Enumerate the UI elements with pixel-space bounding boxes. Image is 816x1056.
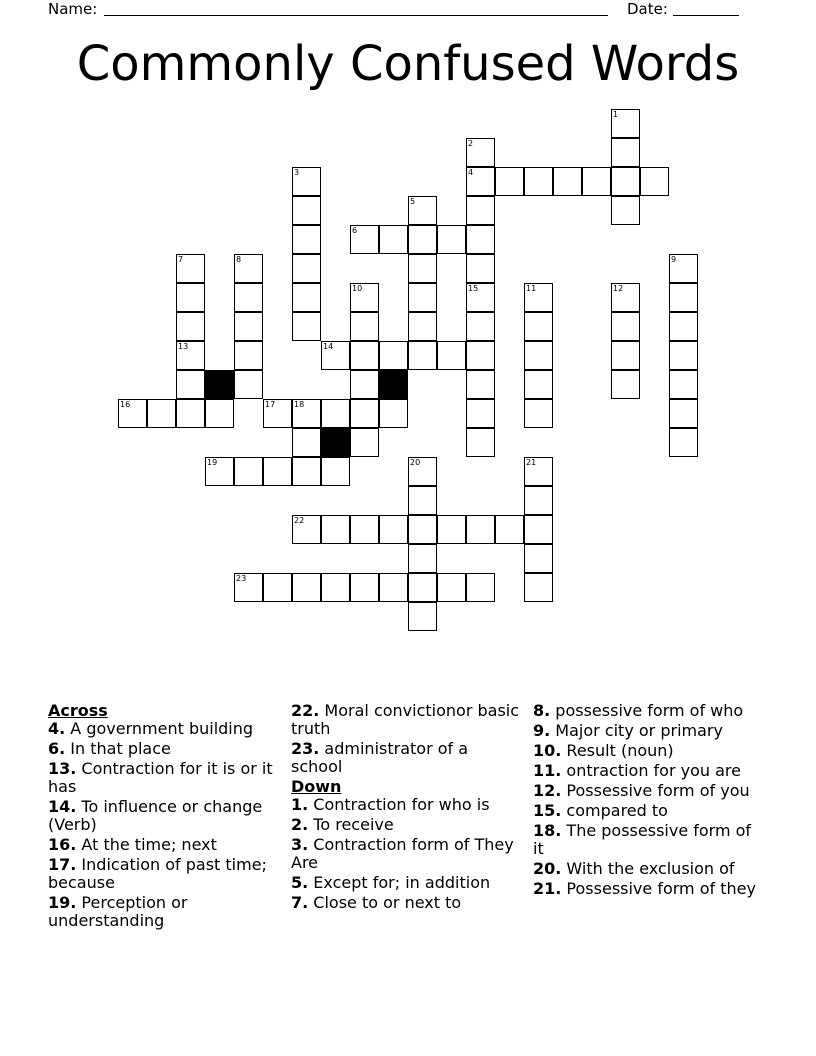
grid-cell[interactable] — [350, 573, 379, 602]
grid-cell[interactable] — [611, 196, 640, 225]
grid-cell[interactable] — [408, 573, 437, 602]
grid-cell[interactable] — [408, 602, 437, 631]
clue-text: administrator of a school — [291, 739, 469, 776]
clue-number: 8. — [533, 701, 551, 720]
clue-number: 17 — [265, 400, 276, 409]
clue-text: Perception or understanding — [48, 893, 188, 930]
clue — [291, 740, 519, 776]
clue-text: To receive — [308, 815, 394, 834]
grid-cell[interactable] — [524, 312, 553, 341]
grid-cell[interactable] — [205, 457, 234, 486]
clue-text: possessive form of who — [550, 701, 744, 720]
grid-cell[interactable] — [408, 196, 437, 225]
grid-cell[interactable] — [466, 283, 495, 312]
grid-cell[interactable] — [292, 515, 321, 544]
grid-cell[interactable] — [524, 167, 553, 196]
grid-cell[interactable] — [524, 283, 553, 312]
clues-column-3 — [533, 702, 765, 900]
clue-number: 21. — [533, 879, 562, 898]
clue-text: Result (noun) — [561, 741, 674, 760]
clue-number: 9 — [671, 255, 677, 264]
grid-cell[interactable] — [292, 167, 321, 196]
clue-number: 5 — [410, 197, 416, 206]
clue-text: The possessive form of it — [533, 821, 752, 858]
grid-cell[interactable] — [234, 370, 263, 399]
clue — [533, 742, 765, 760]
clue-number: 9. — [533, 721, 551, 740]
clue-text: Possessive form of they — [561, 879, 756, 898]
grid-cell[interactable] — [611, 167, 640, 196]
clue — [48, 740, 280, 758]
grid-cell[interactable] — [350, 515, 379, 544]
grid-cell[interactable] — [234, 341, 263, 370]
clue — [48, 760, 280, 796]
grid-cell[interactable] — [176, 312, 205, 341]
black-square — [205, 370, 234, 399]
grid-cell[interactable] — [408, 283, 437, 312]
clue — [48, 798, 280, 834]
clue-number: 4. — [48, 719, 66, 738]
grid-cell[interactable] — [524, 370, 553, 399]
clue-text: Major city or primary — [550, 721, 723, 740]
clue-number: 19. — [48, 893, 77, 912]
grid-cell[interactable] — [466, 254, 495, 283]
grid-cell[interactable] — [466, 196, 495, 225]
clue-text: Close to or next to — [308, 893, 462, 912]
grid-cell[interactable] — [437, 225, 466, 254]
clue-number: 21 — [526, 458, 537, 467]
grid-cell[interactable] — [350, 225, 379, 254]
grid-cell[interactable] — [437, 573, 466, 602]
clue — [291, 836, 519, 872]
grid-cell[interactable] — [263, 573, 292, 602]
grid-cell[interactable] — [234, 254, 263, 283]
grid-cell[interactable] — [263, 457, 292, 486]
grid-cell[interactable] — [408, 486, 437, 515]
grid-cell[interactable] — [321, 457, 350, 486]
grid-cell[interactable] — [292, 457, 321, 486]
grid-cell[interactable] — [350, 370, 379, 399]
clue — [291, 816, 519, 834]
clue-number: 13. — [48, 759, 77, 778]
grid-cell[interactable] — [466, 138, 495, 167]
clue — [533, 762, 765, 780]
clue-number: 14 — [323, 342, 334, 351]
grid-cell[interactable] — [292, 312, 321, 341]
grid-cell[interactable] — [611, 312, 640, 341]
grid-cell[interactable] — [234, 457, 263, 486]
grid-cell[interactable] — [350, 399, 379, 428]
grid-cell[interactable] — [263, 399, 292, 428]
clue — [48, 836, 280, 854]
clue-number: 10 — [352, 284, 363, 293]
grid-cell[interactable] — [176, 341, 205, 370]
clue-text: With the exclusion of — [561, 859, 735, 878]
grid-cell[interactable] — [379, 515, 408, 544]
grid-cell[interactable] — [437, 341, 466, 370]
grid-cell[interactable] — [118, 399, 147, 428]
clue-number: 3 — [294, 168, 300, 177]
grid-cell[interactable] — [321, 399, 350, 428]
grid-cell[interactable] — [495, 167, 524, 196]
grid-cell[interactable] — [408, 544, 437, 573]
grid-cell[interactable] — [408, 457, 437, 486]
grid-cell[interactable] — [466, 341, 495, 370]
grid-cell[interactable] — [669, 254, 698, 283]
clue-number: 18 — [294, 400, 305, 409]
grid-cell[interactable] — [176, 254, 205, 283]
clue-number: 4 — [468, 168, 474, 177]
clue-text: Contraction for it is or it has — [48, 759, 273, 796]
grid-cell[interactable] — [466, 312, 495, 341]
clue-text: Contraction form of They Are — [291, 835, 514, 872]
grid-cell[interactable] — [466, 225, 495, 254]
grid-cell[interactable] — [524, 399, 553, 428]
clue-number: 10. — [533, 741, 562, 760]
grid-cell[interactable] — [234, 573, 263, 602]
clues-column-1 — [48, 702, 280, 932]
grid-cell[interactable] — [321, 515, 350, 544]
black-square — [379, 370, 408, 399]
clue-number: 22. — [291, 701, 320, 720]
grid-cell[interactable] — [350, 312, 379, 341]
grid-cell[interactable] — [611, 283, 640, 312]
grid-cell[interactable] — [669, 283, 698, 312]
clue — [533, 822, 765, 858]
down-clue-list — [291, 796, 519, 912]
grid-cell[interactable] — [524, 486, 553, 515]
grid-cell[interactable] — [292, 573, 321, 602]
grid-cell[interactable] — [611, 370, 640, 399]
clue-number: 19 — [207, 458, 218, 467]
grid-cell[interactable] — [379, 341, 408, 370]
grid-cell[interactable] — [379, 573, 408, 602]
grid-cell[interactable] — [176, 283, 205, 312]
clue-text: compared to — [561, 801, 668, 820]
clue — [291, 796, 519, 814]
clue-number: 16. — [48, 835, 77, 854]
clue-number: 20. — [533, 859, 562, 878]
clue — [291, 874, 519, 892]
clue-number: 23 — [236, 574, 247, 583]
grid-cell[interactable] — [408, 515, 437, 544]
clue — [48, 894, 280, 930]
clue-number: 12 — [613, 284, 624, 293]
grid-cell[interactable] — [466, 370, 495, 399]
clue-text: In that place — [65, 739, 171, 758]
grid-cell[interactable] — [466, 573, 495, 602]
grid-cell[interactable] — [408, 254, 437, 283]
grid-cell[interactable] — [408, 341, 437, 370]
grid-cell[interactable] — [234, 283, 263, 312]
down-clue-list-continued — [533, 702, 765, 898]
clue-number: 1 — [613, 110, 619, 119]
grid-cell[interactable] — [524, 515, 553, 544]
clue-number: 7. — [291, 893, 309, 912]
grid-cell[interactable] — [437, 515, 466, 544]
grid-cell[interactable] — [582, 167, 611, 196]
grid-cell[interactable] — [669, 370, 698, 399]
clue-number: 1. — [291, 795, 309, 814]
clue-number: 5. — [291, 873, 309, 892]
grid-cell[interactable] — [524, 573, 553, 602]
grid-cell[interactable] — [611, 341, 640, 370]
grid-cell[interactable] — [669, 399, 698, 428]
name-label: Name: — [48, 0, 98, 18]
clue-text: A government building — [65, 719, 254, 738]
grid-cell[interactable] — [292, 428, 321, 457]
clue-text: Possessive form of you — [561, 781, 750, 800]
across-clue-list-continued — [291, 702, 519, 776]
grid-cell[interactable] — [205, 399, 234, 428]
across-clue-list — [48, 720, 280, 930]
clue — [291, 702, 519, 738]
black-square — [321, 428, 350, 457]
grid-cell[interactable] — [292, 225, 321, 254]
clue — [533, 782, 765, 800]
clue — [291, 894, 519, 912]
grid-cell[interactable] — [350, 428, 379, 457]
grid-cell[interactable] — [350, 283, 379, 312]
clue-text: Moral convictionor basic truth — [291, 701, 520, 738]
clue-number: 3. — [291, 835, 309, 854]
grid-cell[interactable] — [524, 341, 553, 370]
clue-text: Contraction for who is — [308, 795, 490, 814]
clue-number: 20 — [410, 458, 421, 467]
grid-cell[interactable] — [466, 515, 495, 544]
clue-text: ontraction for you are — [561, 761, 741, 780]
grid-cell[interactable] — [669, 312, 698, 341]
grid-cell[interactable] — [466, 399, 495, 428]
clue-number: 22 — [294, 516, 305, 525]
clue-number: 11. — [533, 761, 562, 780]
clue-number: 6 — [352, 226, 358, 235]
clue-text: At the time; next — [76, 835, 217, 854]
grid-cell[interactable] — [292, 283, 321, 312]
clue — [533, 722, 765, 740]
grid-cell[interactable] — [176, 399, 205, 428]
grid-cell[interactable] — [292, 399, 321, 428]
grid-cell[interactable] — [611, 138, 640, 167]
clue-number: 15. — [533, 801, 562, 820]
clue-text: Indication of past time; because — [48, 855, 267, 892]
grid-cell[interactable] — [669, 428, 698, 457]
grid-cell[interactable] — [147, 399, 176, 428]
clue — [533, 802, 765, 820]
clue-number: 2 — [468, 139, 474, 148]
grid-cell[interactable] — [350, 341, 379, 370]
clue-number: 12. — [533, 781, 562, 800]
clue — [533, 860, 765, 878]
grid-cell[interactable] — [321, 573, 350, 602]
grid-cell[interactable] — [466, 428, 495, 457]
clue-number: 8 — [236, 255, 242, 264]
grid-cell[interactable] — [321, 341, 350, 370]
grid-cell[interactable] — [524, 544, 553, 573]
clue-number: 13 — [178, 342, 189, 351]
clue-number: 2. — [291, 815, 309, 834]
grid-cell[interactable] — [292, 254, 321, 283]
clue-number: 23. — [291, 739, 320, 758]
across-heading: Across — [48, 701, 108, 720]
clue-number: 18. — [533, 821, 562, 840]
grid-cell[interactable] — [524, 457, 553, 486]
clue-number: 11 — [526, 284, 537, 293]
clues-column-2 — [291, 702, 519, 914]
clue-number: 6. — [48, 739, 66, 758]
clue — [48, 856, 280, 892]
grid-cell[interactable] — [408, 225, 437, 254]
down-heading: Down — [291, 777, 342, 796]
grid-cell[interactable] — [466, 167, 495, 196]
date-label: Date: — [627, 0, 668, 18]
clue-number: 15 — [468, 284, 479, 293]
grid-cell[interactable] — [611, 109, 640, 138]
clue-number: 16 — [120, 400, 131, 409]
grid-cell[interactable] — [379, 225, 408, 254]
grid-cell[interactable] — [553, 167, 582, 196]
grid-cell[interactable] — [669, 341, 698, 370]
grid-cell[interactable] — [176, 370, 205, 399]
clue — [48, 720, 280, 738]
grid-cell[interactable] — [234, 312, 263, 341]
clue-text: To influence or change (Verb) — [48, 797, 263, 834]
clue-number: 17. — [48, 855, 77, 874]
clue-number: 14. — [48, 797, 77, 816]
page-title: Commonly Confused Words — [76, 36, 740, 92]
clue — [533, 702, 765, 720]
grid-cell[interactable] — [640, 167, 669, 196]
clue-number: 7 — [178, 255, 184, 264]
grid-cell[interactable] — [408, 312, 437, 341]
grid-cell[interactable] — [379, 399, 408, 428]
grid-cell[interactable] — [495, 515, 524, 544]
clue-text: Except for; in addition — [308, 873, 491, 892]
grid-cell[interactable] — [292, 196, 321, 225]
clue — [533, 880, 765, 898]
